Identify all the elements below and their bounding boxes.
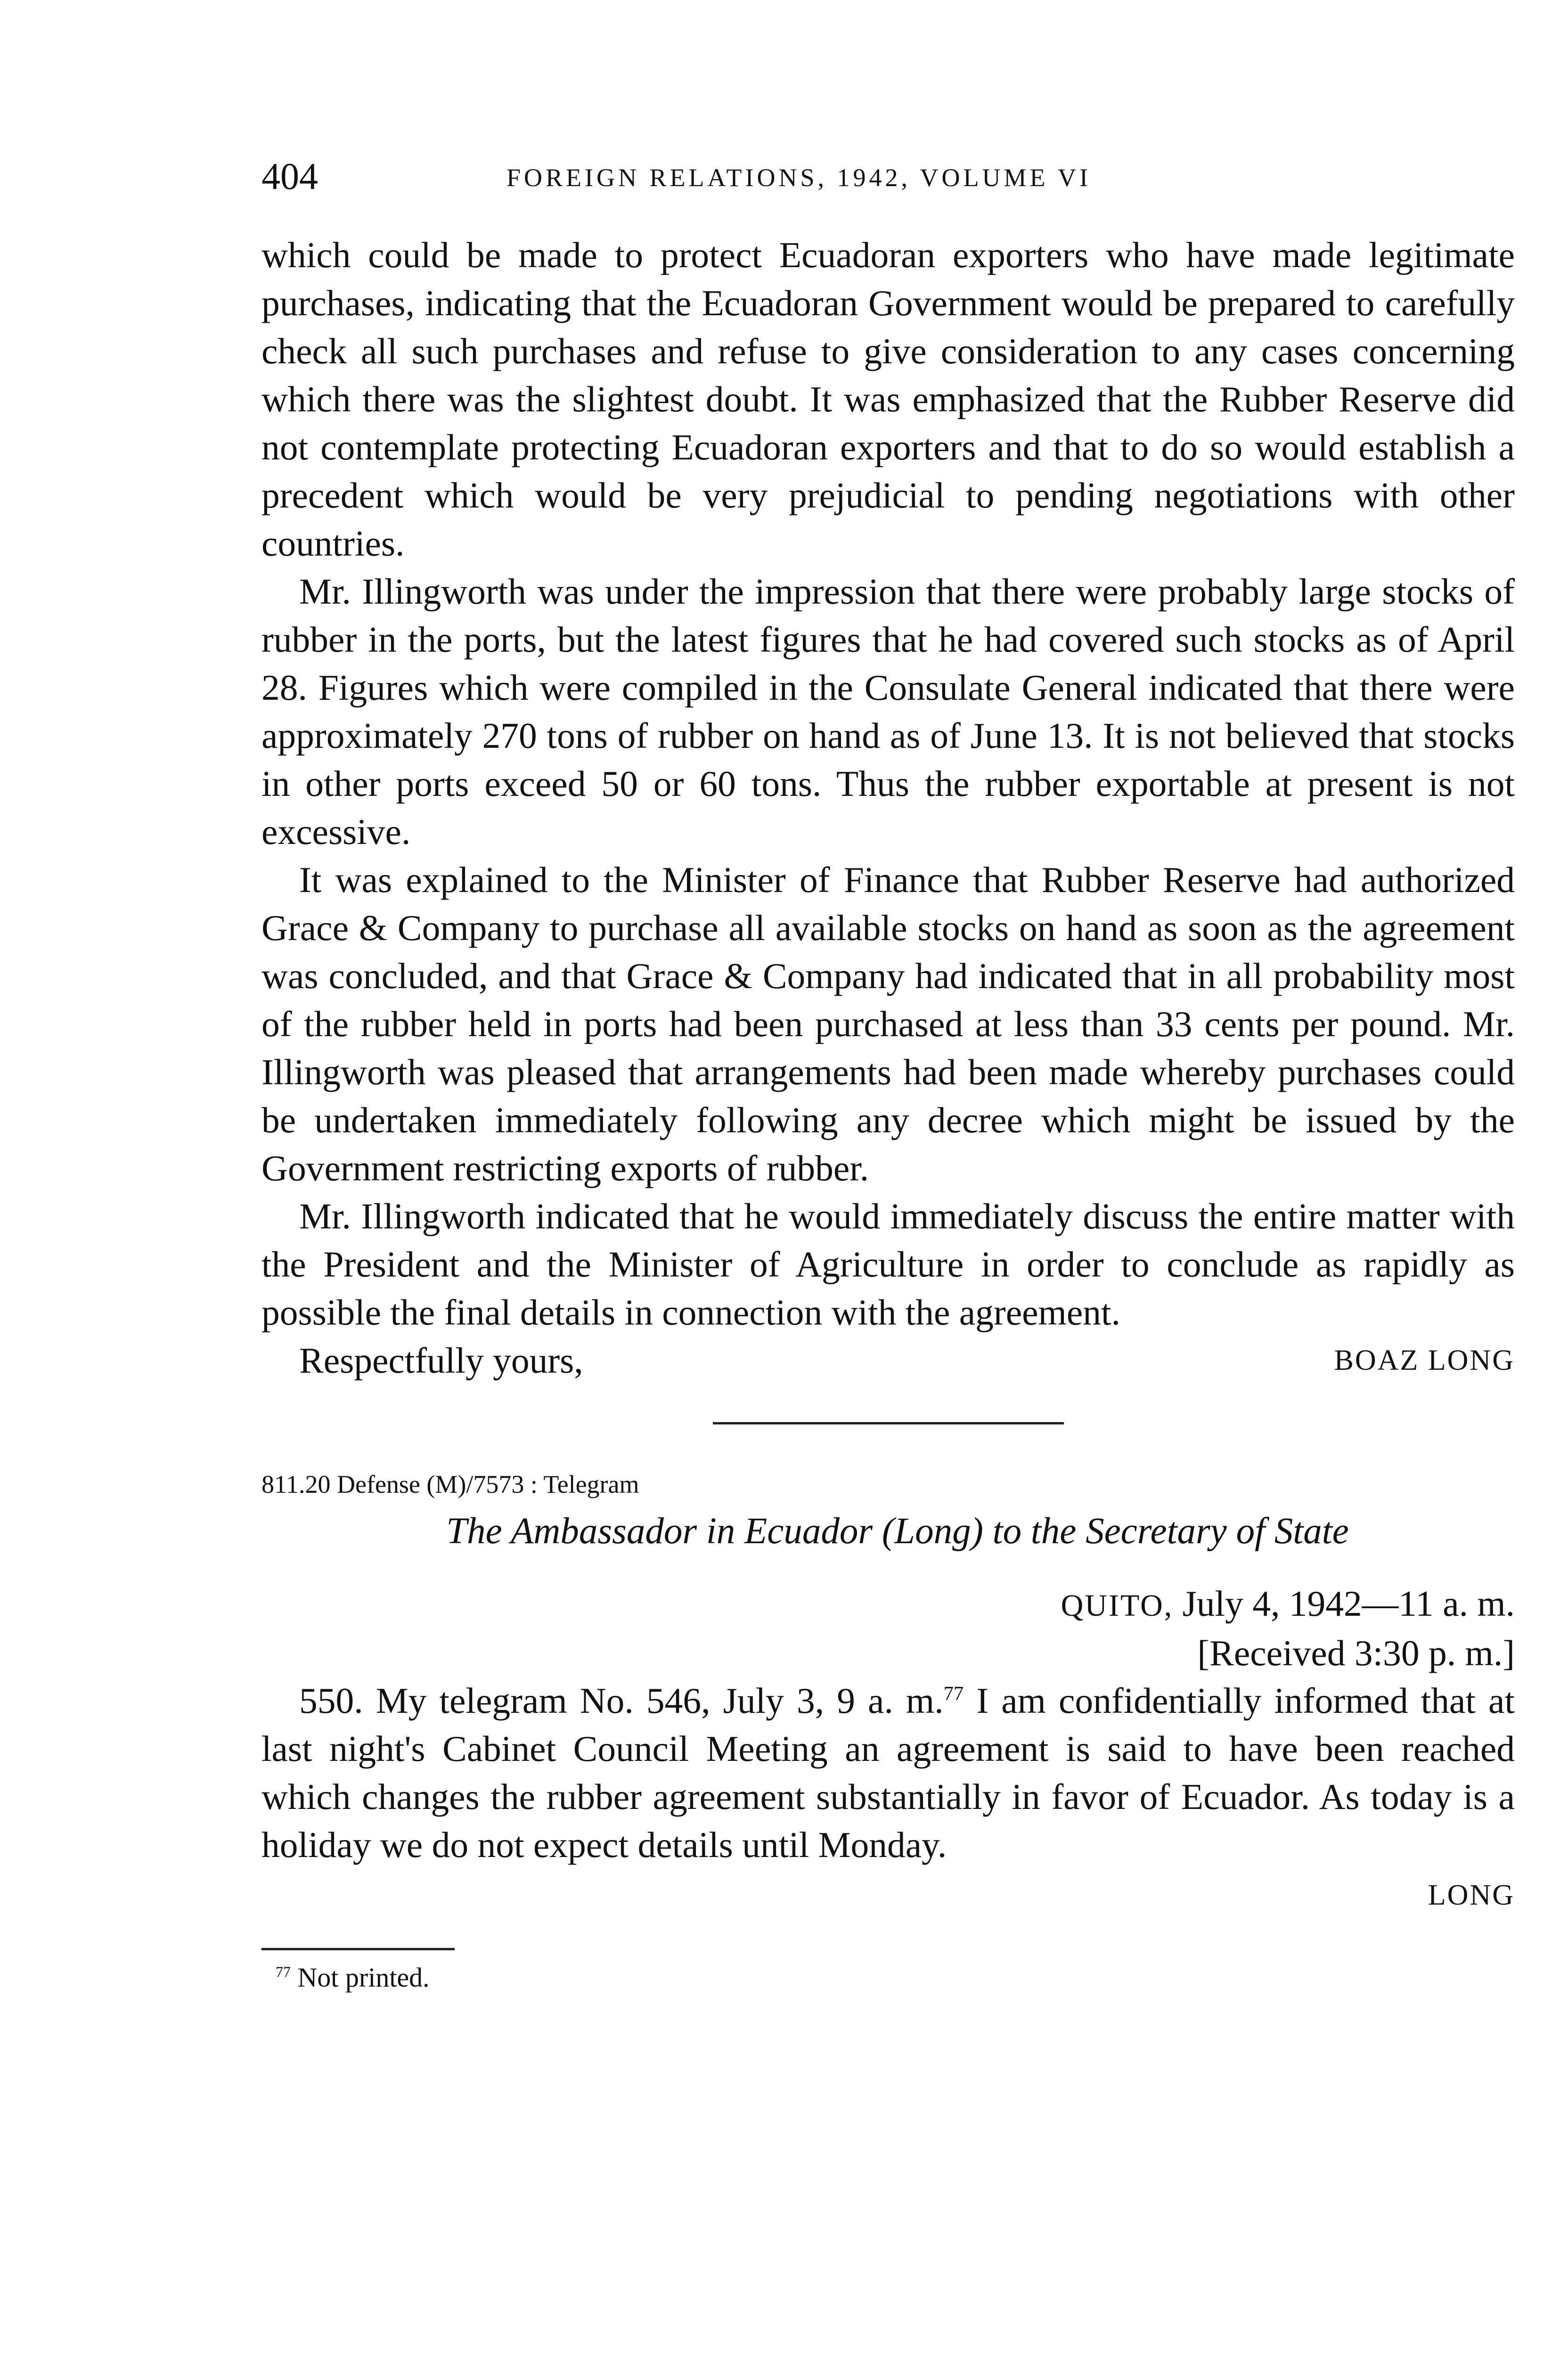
telegram-text-start: 550. My telegram No. 546, July 3, 9 a. m.: [299, 1680, 944, 1721]
dateline-place: QUITO,: [1061, 1588, 1174, 1623]
section-divider: [713, 1422, 1064, 1424]
footnote-marker: 77: [276, 1963, 291, 1980]
body-paragraph-1: which could be made to protect Ecuadoran exporters who have made legitimate purchases, indicating that the Ecuadoran Government would be prepared to carefully check all such purchases and refuse to give consideration to any cases concerning which there was the slightest doubt. It was emphasized that the Rubber Reserve did not contemplate protecting Ecuadoran exporters and that to do so would establish a precedent which would be very prejudicial to pending negotiations with other countries.: [261, 235, 1515, 564]
footnote: [261, 1959, 1515, 1996]
footnote-divider: [261, 1948, 455, 1950]
telegram-body: [261, 1677, 1515, 1869]
body-paragraph-3: It was explained to the Minister of Finance that Rubber Reserve had authorized Grace & Company to purchase all available stocks on hand as soon as the agreement was concluded, and that Grace & Company had indicated that in all probability most of the rubber held in ports had been purchased at less than 33 cents per pound. Mr. Illingworth was pleased that arrangements had been made whereby purchases could be undertaken immediately following any decree which might be issued by the Government restricting exports of rubber.: [261, 859, 1515, 1188]
dateline: [261, 1580, 1515, 1629]
footnote-reference[interactable]: 77: [943, 1683, 964, 1705]
closing-salutation: Respectfully yours,: [299, 1340, 583, 1381]
page-number: 404: [261, 156, 318, 197]
telegram-signature: LONG: [1428, 1879, 1515, 1911]
document-page: [261, 155, 1515, 1996]
document-title: The Ambassador in Ecuador (Long) to the Secretary of State: [446, 1511, 1349, 1552]
dateline-date: July 4, 1942—11 a. m.: [1173, 1583, 1515, 1624]
letter-closing: [261, 1336, 1515, 1388]
footnote-text: Not printed.: [297, 1962, 430, 1993]
body-paragraph-2: Mr. Illingworth was under the impression that there were probably large stocks of rubber in the ports, but the latest figures that he had covered such stocks as of April 28. Figures which were compiled in the Consulate General indicated that there were approximately 270 tons of rubber on hand as of June 13. It is not believed that stocks in other ports exceed 50 or 60 tons. Thus the rubber exportable at present is not excessive.: [261, 571, 1515, 852]
file-reference: 811.20 Defense (M)/7573 : Telegram: [261, 1470, 639, 1498]
running-head: [261, 155, 1515, 198]
body-paragraph-4: Mr. Illingworth indicated that he would immediately discuss the entire matter with the President and the Minister of Agriculture in order to conclude as rapidly as possible the final details in connection with the agreement.: [261, 1196, 1515, 1333]
telegram-text-rest: I am confidentially informed that at last night's Cabinet Council Meeting an agreement is said to have been reached which changes the rubber agreement substantially in favor of Ecuador. As today is a holiday we do not expect details until Monday.: [261, 1680, 1515, 1865]
received-time: [Received 3:30 p. m.]: [1197, 1633, 1515, 1673]
letter-signature: BOAZ LONG: [1334, 1344, 1515, 1376]
running-title: FOREIGN RELATIONS, 1942, VOLUME VI: [506, 164, 1092, 192]
